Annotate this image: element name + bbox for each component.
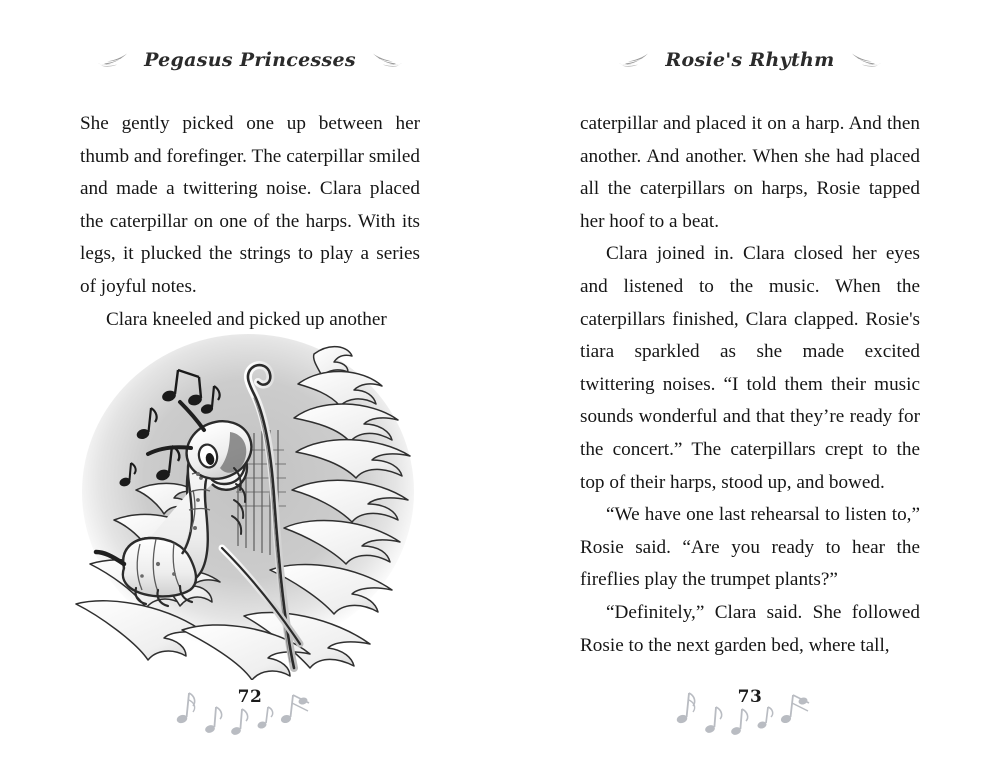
paragraph: Clara kneeled and picked up another [106,308,387,330]
paragraph: “We have one last rehearsal to listen to,” Rosie said. “Are you ready to hear the fireflies play the trumpet plants?” [580,504,920,591]
left-page-title: Pegasus Princesses [144,49,356,71]
wing-icon [617,50,651,70]
wing-icon [370,50,404,70]
right-page-title: Rosie's Rhythm [665,49,835,71]
right-running-head [500,40,1000,80]
paragraph: “Definitely,” Clara said. She followed Rosie to the next garden bed, where tall, [580,601,920,656]
right-folio [500,677,1000,747]
left-running-head [0,40,500,80]
right-page [500,0,1000,765]
paragraph: Clara joined in. Clara closed her eyes and listened to the music. When the caterpillars finished, Clara clapped. Rosie's tiara sparkled as she made excited twittering noises. “I told them their music sounds wonderful and that they’re ready for the concert.” The caterpillars crept to the top of their harps, stood up, and bowed. [580,243,920,493]
wing-icon [849,50,883,70]
paragraph: She gently picked one up between her thumb and forefinger. The caterpillar smiled and made a twittering noise. Clara placed the caterpillar on one of the harps. With its legs, it plucked the strings to play a series of joyful notes. [80,113,420,297]
page-number: 72 [237,687,263,707]
page-number: 73 [737,687,763,707]
left-page-textblock [80,108,420,336]
wing-icon [96,50,130,70]
illustration-caterpillar-harp [62,332,434,680]
paragraph: caterpillar and placed it on a harp. And then another. And another. When she had placed all the caterpillars on harps, Rosie tapped her hoof to a beat. [580,113,920,232]
right-page-textblock [580,108,920,662]
left-folio [0,677,500,747]
